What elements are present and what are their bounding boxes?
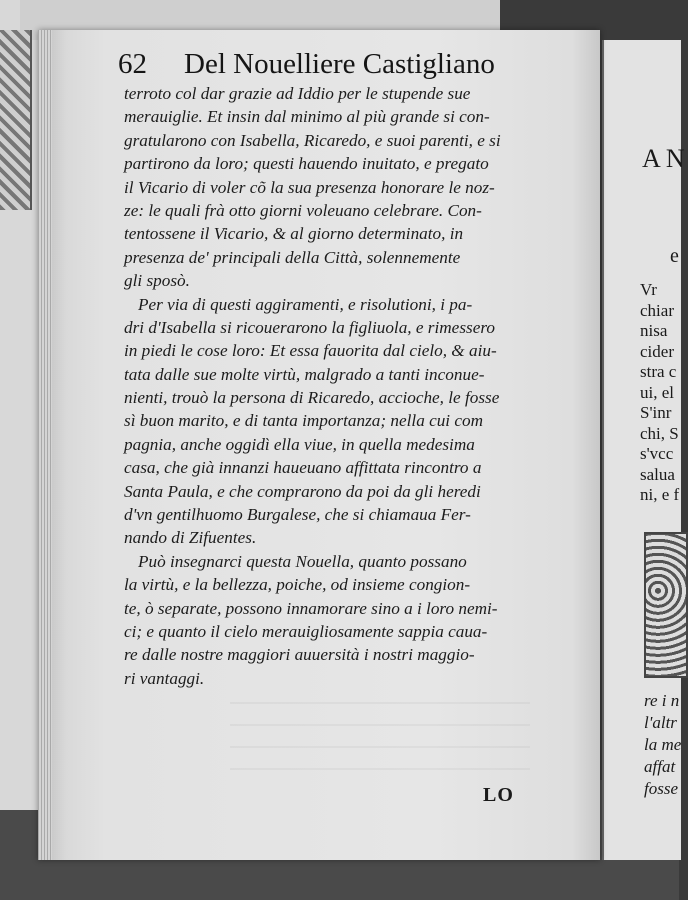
right-page-line: re i n (644, 691, 680, 710)
text-line: tata dalle sue molte virtù, malgrado a tanti inconue- (124, 364, 485, 384)
decorated-initial-image (644, 532, 688, 678)
right-page (602, 40, 685, 860)
text-line: gratularono con Isabella, Ricaredo, e suoi parenti, e si (124, 130, 501, 150)
paragraph-start-line: Per via di questi aggiramenti, e risolutioni, i pa- (138, 294, 473, 314)
text-line: partirono da loro; questi hauendo inuitato, e pregato (124, 154, 489, 174)
text-line: dri d'Isabella si ricouerarono la figliuola, e rimessero (124, 317, 495, 337)
text-line: merauiglie. Et insin dal minimo al più grande si con- (124, 107, 490, 127)
text-line: nando di Zifuentes. (124, 528, 257, 548)
text-line: pagnia, anche oggidì ella viue, in quella medesima (124, 434, 475, 454)
right-page-title-fragment: A N (642, 144, 685, 173)
body-text (124, 82, 574, 690)
catchword: LO (483, 784, 514, 806)
bleed-through-text (230, 690, 530, 770)
text-line: ze: le quali frà otto giorni voleuano celebrare. Con- (124, 200, 482, 220)
running-head: Del Nouelliere Castigliano (184, 48, 495, 80)
right-page-line: stra c (640, 362, 677, 381)
right-page-line: la me (644, 735, 682, 754)
right-page-line: chiar (640, 300, 674, 320)
right-page-line: Vr (640, 280, 657, 299)
right-page-line: ui, el (640, 382, 674, 402)
right-page-lower-text (644, 690, 681, 800)
right-page-line: chi, S (640, 423, 679, 443)
text-line: d'vn gentilhuomo Burgalese, che si chiamaua Fer- (124, 505, 471, 525)
text-line: presenza de' principali della Città, solennemente (124, 247, 461, 267)
ornament-border (0, 30, 32, 210)
right-page-line: s'vcc (640, 444, 674, 463)
text-line: re dalle nostre maggiori auuersità i nostri maggio- (124, 645, 475, 665)
right-page-upper-text (640, 280, 679, 506)
right-page-line: cider (640, 341, 674, 361)
right-page-line: salua (640, 464, 675, 484)
page-header (118, 48, 558, 84)
text-line: casa, che già innanzi haueuano affittata rincontro a (124, 458, 482, 478)
text-line: terroto col dar grazie ad Iddio per le stupende sue (124, 84, 471, 103)
text-line: gli sposò. (124, 271, 190, 291)
right-page-line: ni, e f (640, 485, 680, 504)
text-line: nienti, trouò la persona di Ricaredo, accioche, le fosse (124, 388, 500, 408)
text-line: sì buon marito, e di tanta importanza; nella cui com (124, 411, 484, 431)
text-line: la virtù, e la bellezza, poiche, od insieme congion- (124, 575, 471, 595)
right-page-line: S'inr (640, 403, 672, 422)
text-line: te, ò separate, possono innamorare sino a i loro nemi- (124, 598, 498, 618)
page-number: 62 (118, 48, 147, 80)
text-line: il Vicario di voler cõ la sua presenza honorare le noz- (124, 177, 495, 197)
text-line: ri vantaggi. (124, 668, 205, 688)
text-line: ci; e quanto il cielo merauigliosamente sappia caua- (124, 621, 488, 641)
right-page-line: l'altr (644, 713, 677, 732)
right-page-line: nisa (640, 321, 668, 340)
paragraph-start-line: Può insegnarci questa Nouella, quanto possano (138, 551, 467, 571)
right-page-line: affat (644, 757, 676, 776)
text-line: tentossene il Vicario, & al giorno determinato, in (124, 224, 464, 244)
right-page-letter-fragment: e (670, 245, 679, 267)
right-page-line: fosse (644, 779, 678, 798)
text-line: in piedi le cose loro: Et essa fauorita dal cielo, & aiu- (124, 341, 497, 361)
text-line: Santa Paula, e che comprarono da poi da gli heredi (124, 481, 481, 501)
